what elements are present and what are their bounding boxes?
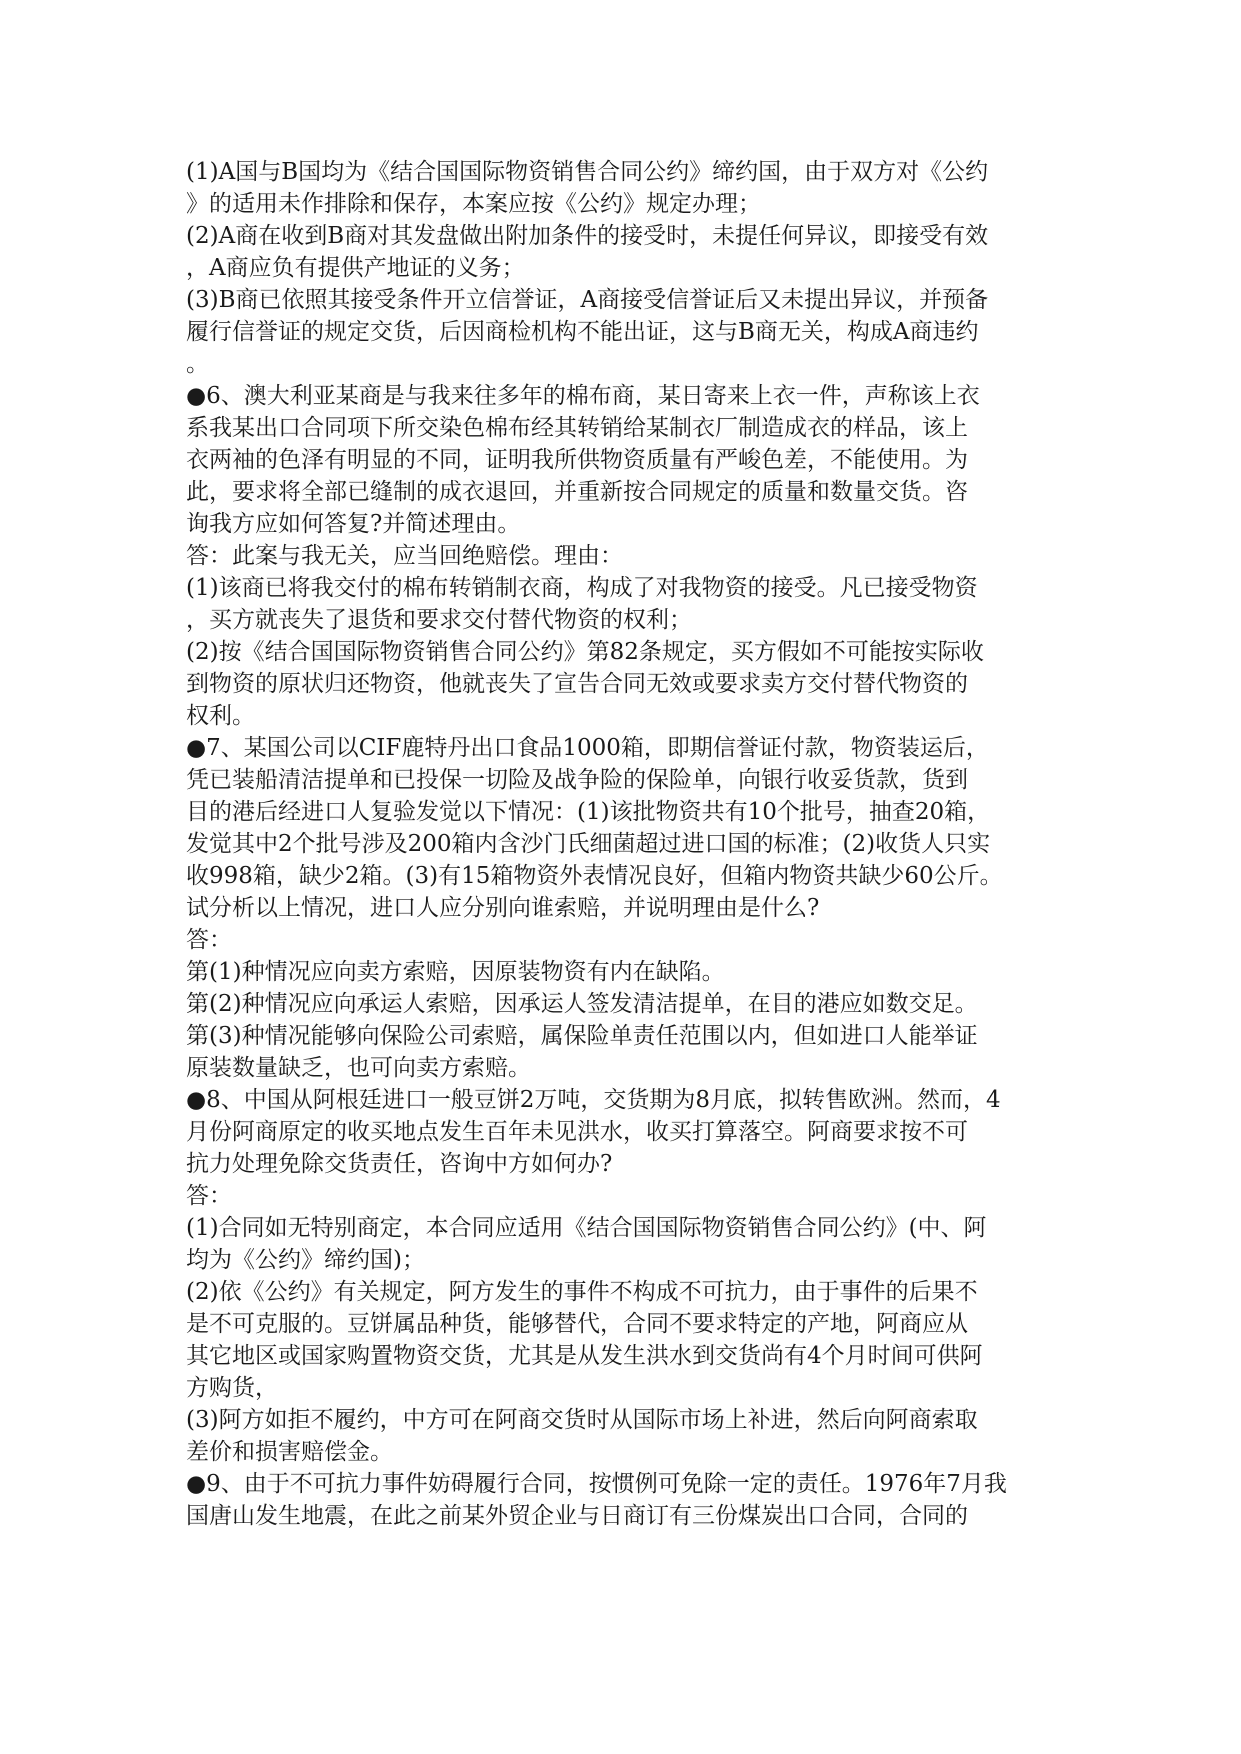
text-line: 月份阿商原定的收买地点发生百年未见洪水，收买打算落空。阿商要求按不可 (186, 1119, 968, 1145)
text-line: 差价和损害赔偿金。 (186, 1439, 393, 1465)
text-line: 第(3)种情况能够向保险公司索赔，属保险单责任范围以内，但如进口人能举证 (186, 1023, 978, 1049)
text-line: 方购货， (186, 1375, 278, 1401)
text-line: 答： (186, 927, 232, 953)
document-body (186, 156, 1058, 1532)
text-line: (2)按《结合国国际物资销售合同公约》第82条规定，买方假如不可能按实际收 (186, 639, 984, 665)
text-line: 试分析以上情况，进口人应分别向谁索赔，并说明理由是什么? (186, 895, 820, 921)
text-line: 到物资的原状归还物资，他就丧失了宣告合同无效或要求卖方交付替代物资的 (186, 671, 968, 697)
text-line: (3)B商已依照其接受条件开立信誉证，A商接受信誉证后又未提出异议，并预备 (186, 287, 989, 313)
text-line: 原装数量缺乏，也可向卖方索赔。 (186, 1055, 531, 1081)
text-line: 答：此案与我无关，应当回绝赔偿。理由： (186, 543, 623, 569)
text-line: 》的适用未作排除和保存，本案应按《公约》规定办理； (186, 191, 761, 217)
text-line: 发觉其中2个批号涉及200箱内含沙门氏细菌超过进口国的标准；(2)收货人只实 (186, 831, 991, 857)
text-line: ，买方就丧失了退货和要求交付替代物资的权利； (186, 607, 692, 633)
text-line: 收998箱，缺少2箱。(3)有15箱物资外表情况良好，但箱内物资共缺少60公斤。 (186, 863, 1003, 889)
text-line: ●7、某国公司以CIF鹿特丹出口食品1000箱，即期信誉证付款，物资装运后， (186, 735, 989, 761)
text-line: 抗力处理免除交货责任，咨询中方如何办? (186, 1151, 613, 1177)
text-line: (3)阿方如拒不履约，中方可在阿商交货时从国际市场上补进，然后向阿商索取 (186, 1407, 978, 1433)
text-line: (1)A国与B国均为《结合国国际物资销售合同公约》缔约国，由于双方对《公约 (186, 159, 989, 185)
text-line: 均为《公约》缔约国)； (186, 1247, 425, 1273)
text-line: (1)合同如无特别商定，本合同应适用《结合国国际物资销售合同公约》(中、阿 (186, 1215, 987, 1241)
text-line: ●8、中国从阿根廷进口一般豆饼2万吨，交货期为8月底，拟转售欧洲。然而，4 (186, 1087, 1001, 1113)
text-line: 国唐山发生地震，在此之前某外贸企业与日商订有三份煤炭出口合同，合同的 (186, 1503, 968, 1529)
text-line: 第(1)种情况应向卖方索赔，因原装物资有内在缺陷。 (186, 959, 725, 985)
text-line: (2)A商在收到B商对其发盘做出附加条件的接受时，未提任何异议，即接受有效 (186, 223, 989, 249)
text-line: 询我方应如何答复?并简述理由。 (186, 511, 521, 537)
text-line: ，A商应负有提供产地证的义务； (186, 255, 525, 281)
text-line: 目的港后经进口人复验发觉以下情况：(1)该批物资共有10个批号，抽查20箱， (186, 799, 991, 825)
text-line: 。 (186, 351, 209, 377)
text-line: 答： (186, 1183, 232, 1209)
text-line: 凭已装船清洁提单和已投保一切险及战争险的保险单，向银行收妥货款，货到 (186, 767, 968, 793)
text-line: 衣两袖的色泽有明显的不同，证明我所供物资质量有严峻色差，不能使用。为 (186, 447, 968, 473)
text-line: 履行信誉证的规定交货，后因商检机构不能出证，这与B商无关，构成A商违约 (186, 319, 979, 345)
text-line: 系我某出口合同项下所交染色棉布经其转销给某制衣厂制造成衣的样品，该上 (186, 415, 968, 441)
text-line: 其它地区或国家购置物资交货，尤其是从发生洪水到交货尚有4个月时间可供阿 (186, 1343, 983, 1369)
text-line: 是不可克服的。豆饼属品种货，能够替代，合同不要求特定的产地，阿商应从 (186, 1311, 968, 1337)
text-line: 此，要求将全部已缝制的成衣退回，并重新按合同规定的质量和数量交货。咨 (186, 479, 968, 505)
text-line: 权利。 (186, 703, 255, 729)
text-line: (2)依《公约》有关规定，阿方发生的事件不构成不可抗力，由于事件的后果不 (186, 1279, 978, 1305)
text-line: ●6、澳大利亚某商是与我来往多年的棉布商，某日寄来上衣一件，声称该上衣 (186, 383, 980, 409)
text-line: (1)该商已将我交付的棉布转销制衣商，构成了对我物资的接受。凡已接受物资 (186, 575, 978, 601)
text-line: ●9、由于不可抗力事件妨碍履行合同，按惯例可免除一定的责任。1976年7月我 (186, 1471, 1007, 1497)
text-line: 第(2)种情况应向承运人索赔，因承运人签发清洁提单，在目的港应如数交足。 (186, 991, 978, 1017)
